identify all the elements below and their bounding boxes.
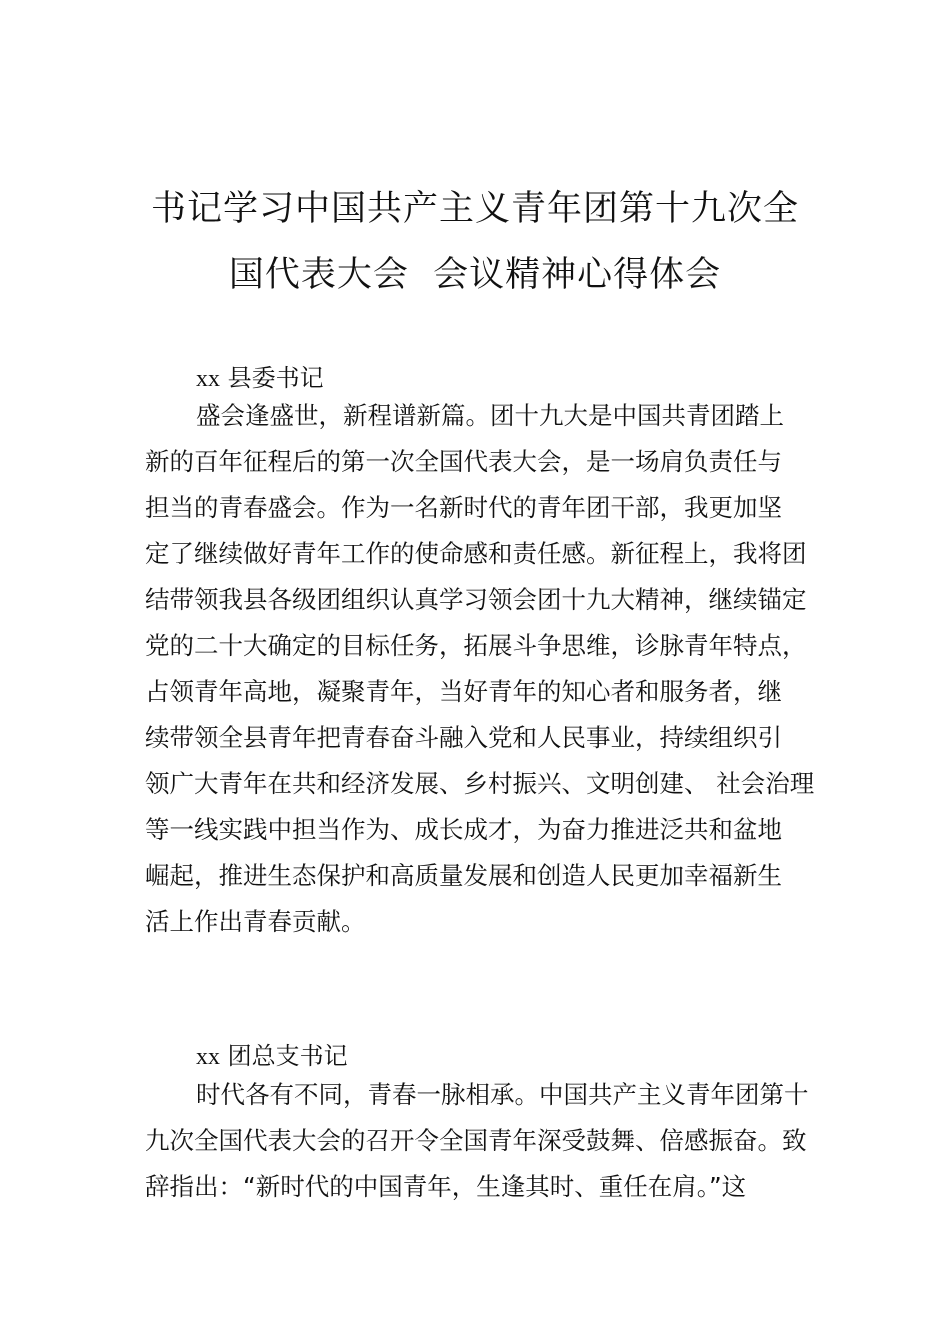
section-2-author-prefix: xx [196, 1044, 220, 1070]
section-1-line-7: 占领青年高地，凝聚青年，当好青年的知心者和服务者，继 [145, 677, 782, 706]
section-2-author-role: 团总支书记 [220, 1042, 348, 1070]
section-1-line-10: 等一线实践中担当作为、成长成才，为奋力推进泛共和盆地 [145, 815, 782, 844]
section-1-line-2: 新的百年征程后的第一次全国代表大会，是一场肩负责任与 [145, 447, 782, 476]
section-2-line-2: 九次全国代表大会的召开令全国青年深受鼓舞、倍感振奋。致 [145, 1126, 807, 1155]
section-1-line-11: 崛起，推进生态保护和高质量发展和创造人民更加幸福新生 [145, 861, 782, 890]
document-title-line-2: 国代表大会 会议精神心得体会 [228, 255, 722, 295]
section-1-author [196, 358, 324, 393]
section-1-line-3: 担当的青春盛会。作为一名新时代的青年团干部，我更加坚 [145, 493, 782, 522]
section-1-line-9: 领广大青年在共和经济发展、乡村振兴、文明创建、 社会治理 [145, 769, 815, 798]
section-2-line-1: 时代各有不同，青春一脉相承。中国共产主义青年团第十 [196, 1080, 809, 1109]
section-1-line-12: 活上作出青春贡献。 [145, 907, 366, 936]
document-title-line-1: 书记学习中国共产主义青年团第十九次全 [150, 189, 799, 229]
section-1-line-5: 结带领我县各级团组织认真学习领会团十九大精神，继续锚定 [145, 585, 807, 614]
section-1-line-8: 续带领全县青年把青春奋斗融入党和人民事业，持续组织引 [145, 723, 782, 752]
section-1-line-1: 盛会逢盛世，新程谱新篇。团十九大是中国共青团踏上 [196, 401, 784, 430]
section-1-author-prefix: xx [196, 366, 220, 392]
section-1-author-role: 县委书记 [220, 364, 324, 392]
section-2-author [196, 1036, 348, 1071]
section-2-line-3: 辞指出：“新时代的中国青年，生逢其时、重任在肩。”这 [145, 1172, 747, 1201]
section-1-line-6: 党的二十大确定的目标任务，拓展斗争思维，诊脉青年特点， [145, 631, 807, 660]
section-1-line-4: 定了继续做好青年工作的使命感和责任感。新征程上，我将团 [145, 539, 807, 568]
